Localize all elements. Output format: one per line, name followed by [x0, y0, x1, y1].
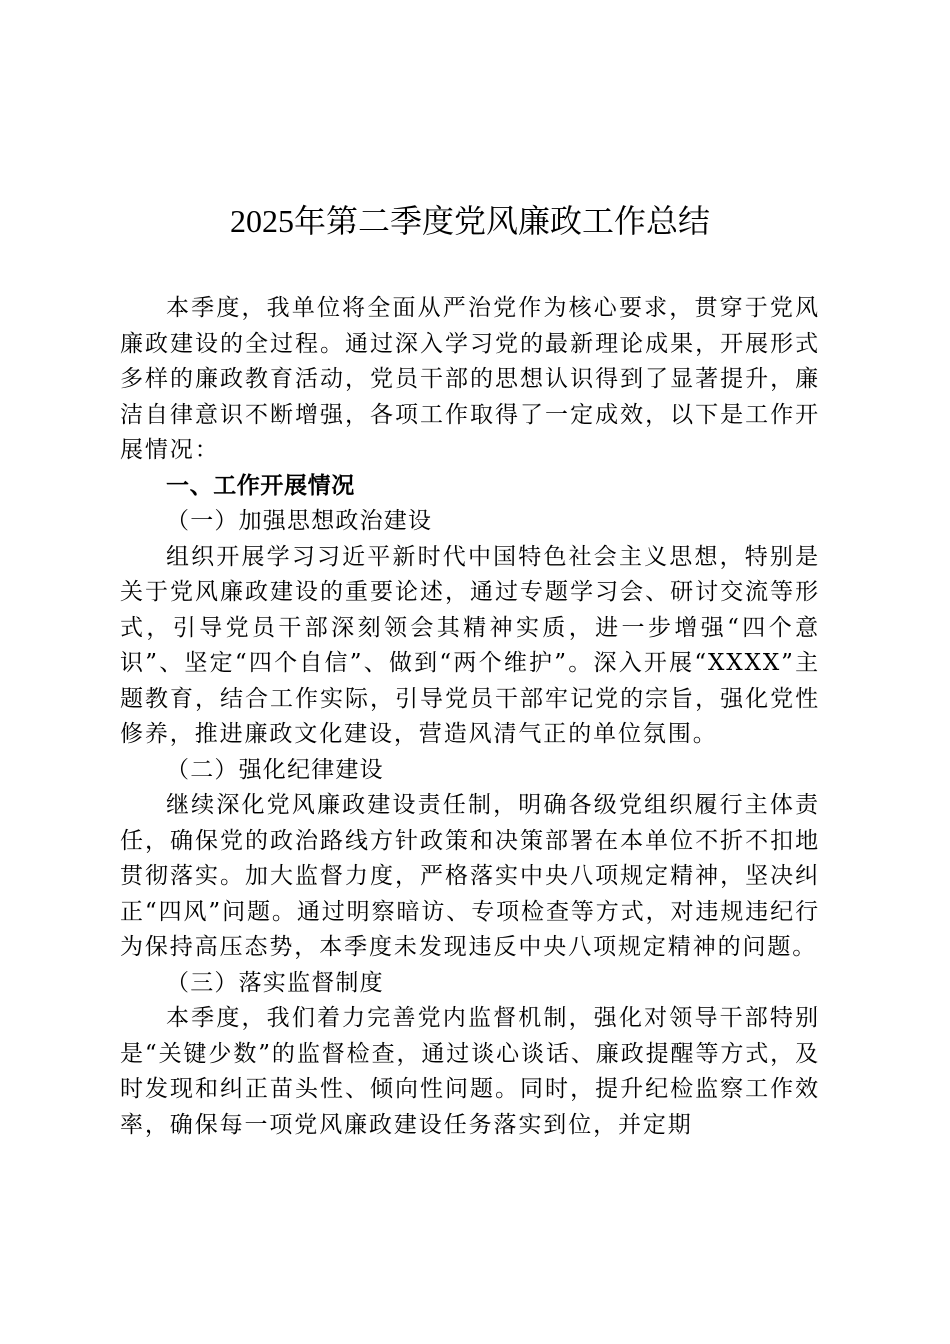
subsection-paragraph-political-building: 组织开展学习习近平新时代中国特色社会主义思想，特别是关于党风廉政建设的重要论述，通过专题学习会、研讨交流等形式，引导党员干部深刻领会其精神实质，进一步增强“四个意识”、坚定“四个自信”、做到“两个维护”。深入开展“XXXX”主题教育，结合工作实际，引导党员干部牢记党的宗旨，强化党性修养，推进廉政文化建设，营造风清气正的单位氛围。: [120, 543, 820, 747]
section-heading-work-status: 一、工作开展情况: [166, 472, 355, 499]
intro-paragraph: 本季度，我单位将全面从严治党作为核心要求，贯穿于党风廉政建设的全过程。通过深入学习党的最新理论成果，开展形式多样的廉政教育活动，党员干部的思想认识得到了显著提升，廉洁自律意识不断增强，各项工作取得了一定成效，以下是工作开展情况：: [120, 295, 820, 463]
subsection-heading-discipline: （二）强化纪律建设: [166, 756, 384, 783]
subsection-heading-supervision: （三）落实监督制度: [166, 969, 384, 996]
subsection-heading-political-building: （一）加强思想政治建设: [166, 508, 433, 534]
document-body: [120, 291, 820, 1143]
document-title: 2025年第二季度党风廉政工作总结: [229, 203, 710, 239]
subsection-paragraph-discipline: 继续深化党风廉政建设责任制，明确各级党组织履行主体责任，确保党的政治路线方针政策和决策部署在本单位不折不扣地贯彻落实。加大监督力度，严格落实中央八项规定精神，坚决纠正“四风”问题。通过明察暗访、专项检查等方式，对违规违纪行为保持高压态势，本季度未发现违反中央八项规定精神的问题。: [120, 792, 820, 960]
subsection-paragraph-supervision: 本季度，我们着力完善党内监督机制，强化对领导干部特别是“关键少数”的监督检查，通过谈心谈话、廉政提醒等方式，及时发现和纠正苗头性、倾向性问题。同时，提升纪检监察工作效率，确保每一项党风廉政建设任务落实到位，并定期: [120, 1005, 820, 1138]
